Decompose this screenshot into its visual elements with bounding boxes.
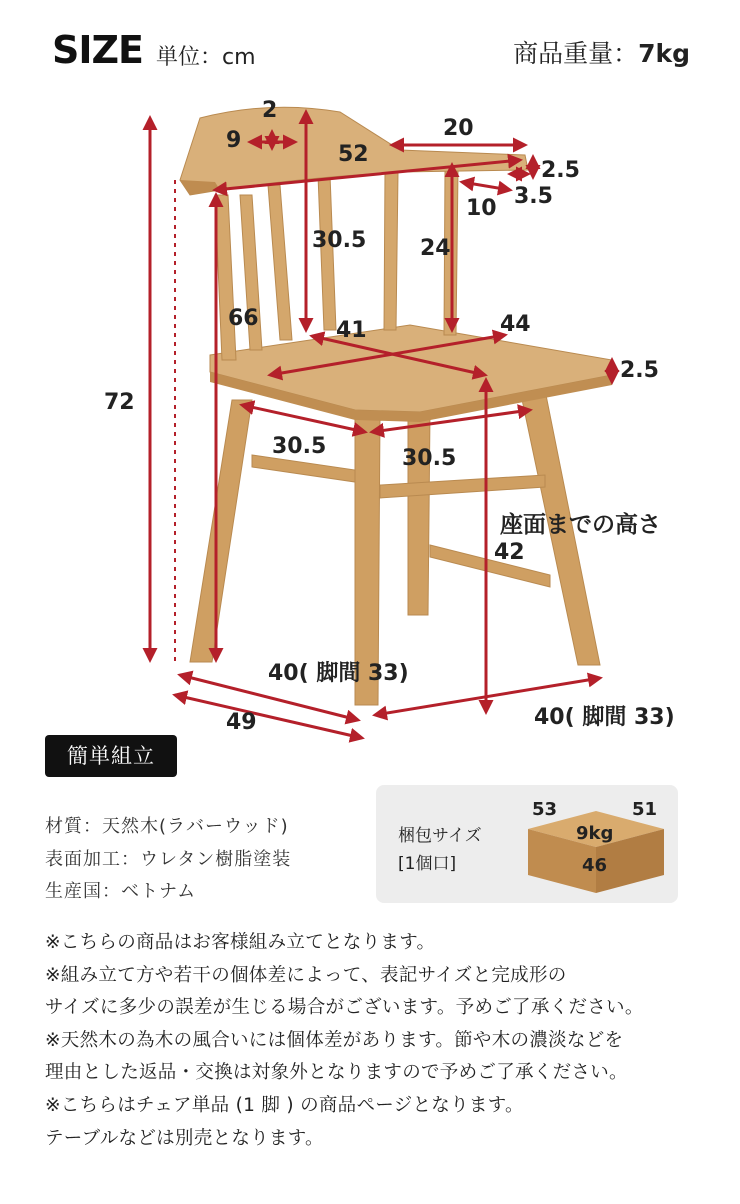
dim-2-5-seat: 2.5 xyxy=(620,358,659,383)
size-heading: SIZE xyxy=(52,28,144,72)
dim-42: 42 xyxy=(494,540,525,565)
unit-label: 単位：cm xyxy=(156,45,256,70)
stretcher-right xyxy=(430,545,550,587)
package-dim-46: 46 xyxy=(582,855,608,876)
stretcher-front xyxy=(380,475,545,498)
dim-41: 41 xyxy=(336,318,367,343)
seat-height-label: 座面までの高さ xyxy=(500,512,661,538)
dim-9: 9 xyxy=(226,128,242,153)
note-line-3: サイズに多少の誤差が生じる場合がございます。予めご了承ください。 xyxy=(45,997,644,1018)
note-line-4: ※天然木の為木の風合いには個体差があります。節や木の濃淡などを xyxy=(45,1030,624,1051)
stretcher-left xyxy=(252,455,355,482)
note-line-5: 理由とした返品・交換は対象外となりますので予めご了承ください。 xyxy=(45,1062,628,1083)
spec-finish: 表面加工：ウレタン樹脂塗装 xyxy=(45,849,292,870)
weight-label: 商品重量： xyxy=(513,39,639,68)
package-label: 梱包サイズ xyxy=(398,826,482,846)
package-dim-53: 53 xyxy=(532,799,558,820)
dim-72: 72 xyxy=(104,390,135,415)
note-line-1: ※こちらの商品はお客様組み立てとなります。 xyxy=(45,932,436,953)
dim-40-right: 40( 脚間 33) xyxy=(534,705,675,730)
spec-material: 材質：天然木(ラバーウッド) xyxy=(45,816,289,837)
dim-20: 20 xyxy=(443,116,474,141)
dim-2-5-top: 2.5 xyxy=(541,158,580,183)
dim-40-left: 40( 脚間 33) xyxy=(268,661,409,686)
arrow-arm-10 xyxy=(462,182,510,190)
note-line-7: テーブルなどは別売となります。 xyxy=(45,1128,324,1149)
dim-52: 52 xyxy=(338,142,369,167)
dim-3-5: 3.5 xyxy=(514,184,553,209)
note-line-6: ※こちらはチェア単品 (1 脚 ) の商品ページとなります。 xyxy=(45,1095,524,1116)
dim-2: 2 xyxy=(262,98,278,123)
dim-44: 44 xyxy=(500,312,531,337)
easy-assembly-badge: 簡単組立 xyxy=(45,735,177,777)
dim-10: 10 xyxy=(466,196,497,221)
dim-24: 24 xyxy=(420,236,451,261)
dim-66: 66 xyxy=(228,306,259,331)
package-weight: 9kg xyxy=(576,823,614,844)
dim-30-5-right: 30.5 xyxy=(402,446,457,471)
arrow-depth-49 xyxy=(175,695,362,738)
leg-front-left xyxy=(190,400,252,662)
weight-value: 7kg xyxy=(638,39,690,68)
spec-origin: 生産国：ベトナム xyxy=(45,881,197,902)
package-size-panel xyxy=(376,785,678,903)
dim-30-5-left: 30.5 xyxy=(272,434,327,459)
package-count: [1個口] xyxy=(398,854,457,874)
dim-30-5-back: 30.5 xyxy=(312,228,367,253)
note-line-2: ※組み立て方や若干の個体差によって、表記サイズと完成形の xyxy=(45,965,567,986)
leg-back xyxy=(408,412,430,615)
dim-49: 49 xyxy=(226,710,257,735)
package-dim-51: 51 xyxy=(632,799,658,820)
